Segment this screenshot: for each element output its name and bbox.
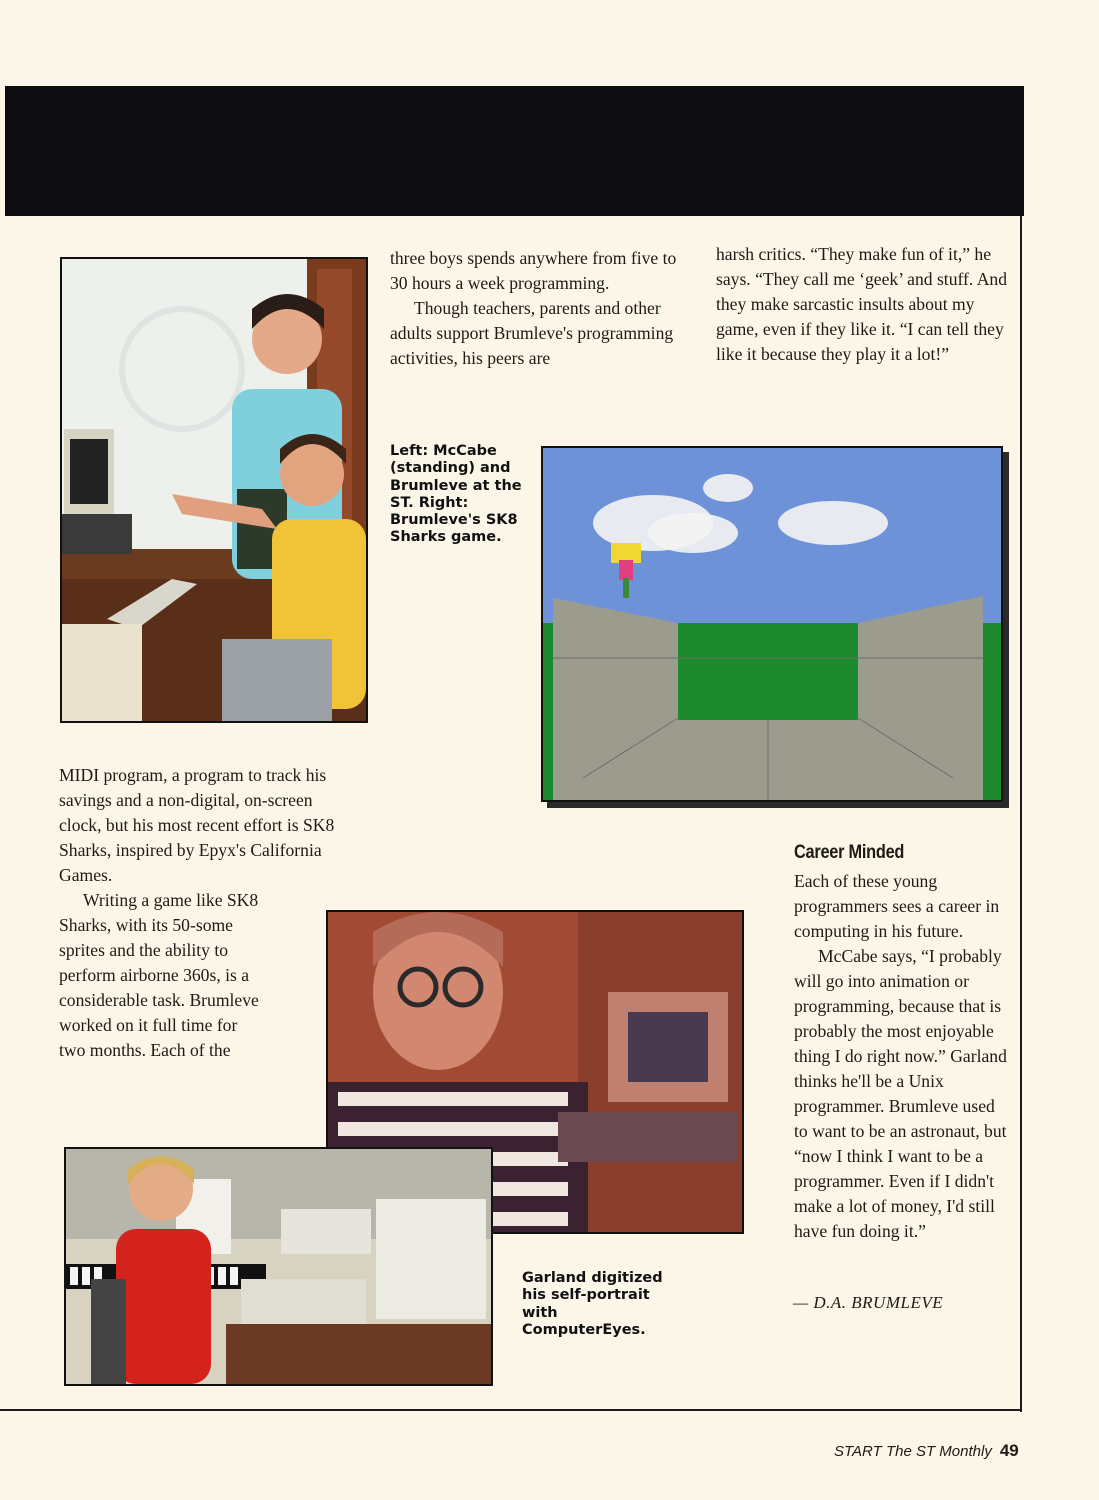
column-right-lower bbox=[794, 869, 1012, 1244]
magazine-name: START The ST Monthly bbox=[834, 1443, 992, 1460]
paragraph: MIDI program, a program to track his savings and a non-digital, on-screen clock, but his most recent effort is SK8 Sharks, inspired by Epyx's California Games. bbox=[59, 765, 335, 885]
paragraph: three boys spends anywhere from five to 30 hours a week programming. bbox=[390, 248, 677, 293]
paragraph: Each of these young programmers sees a career in computing in his future. bbox=[794, 871, 1000, 941]
frame-rule-right bbox=[1020, 216, 1022, 1412]
paragraph: harsh critics. “They make fun of it,” he says. “They call me ‘geek’ and stuff. And they make sarcastic insults about my game, even if they like it. “I can tell they like it because they play it a lot!” bbox=[716, 244, 1008, 364]
column-left-lower bbox=[59, 763, 359, 1063]
section-heading: Career Minded bbox=[794, 842, 905, 863]
photo-caption-top: Left: McCabe (standing) and Brumleve at the ST. Right: Brumleve's SK8 Sharks game. bbox=[390, 443, 522, 546]
page-number: 49 bbox=[999, 1441, 1019, 1460]
paragraph-text: Writing a game like SK8 Sharks, with its 50-some sprites and the ability to perform airborne 360s, is a considerable task. Brumleve worked on it full time for two months. Each of the bbox=[59, 890, 259, 1060]
byline: — D.A. BRUMLEVE bbox=[793, 1293, 944, 1312]
screenshot-sk8-sharks bbox=[541, 446, 1003, 802]
column-middle-top bbox=[390, 246, 690, 371]
paragraph: McCabe says, “I probably will go into animation or programming, because that is probably the most enjoyable thing I do right now.” Garland thinks he'll be a Unix programmer. Brumleve used to want to be an astronaut, but “now I think I want to be a programmer. Even if I didn't make a lot of money, I'd still have fun doing it.” bbox=[794, 946, 1007, 1241]
photo-caption-bottom: Garland digitized his self-portrait with ComputerEyes. bbox=[522, 1270, 663, 1338]
page-footer bbox=[834, 1441, 1019, 1461]
paragraph bbox=[59, 888, 259, 1063]
photo-mccabe-brumleve bbox=[60, 257, 368, 723]
header-banner bbox=[5, 86, 1024, 216]
column-right-top bbox=[716, 242, 1016, 367]
photo-garland bbox=[64, 1147, 493, 1386]
frame-rule-bottom bbox=[0, 1409, 1022, 1411]
paragraph: Though teachers, parents and other adults support Brumleve's programming activities, his peers are bbox=[390, 298, 674, 368]
